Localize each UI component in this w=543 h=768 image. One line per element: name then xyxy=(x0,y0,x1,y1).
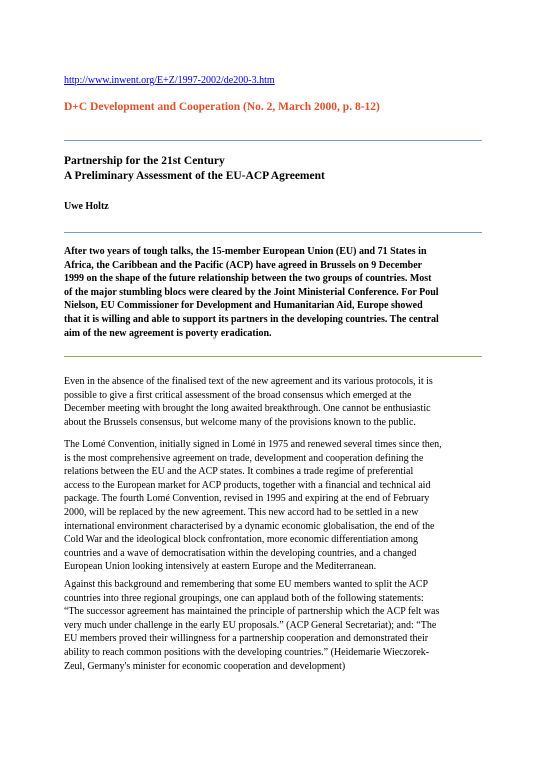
article-subtitle-line: A Preliminary Assessment of the EU-ACP Agreement xyxy=(64,170,325,182)
body-paragraph xyxy=(64,578,484,673)
paragraph-line: “The successor agreement has maintained the principle of partnership which the ACP felt was xyxy=(64,606,440,618)
paragraph-line: EU members proved their willingness for a partnership cooperation and demonstrated their xyxy=(64,633,429,645)
paragraph-line: Zeul, Germany's minister for economic cooperation and development) xyxy=(64,660,346,672)
paragraph-line: Cold War and the ideological block confrontation, more economic differentiation among xyxy=(64,534,418,546)
source-url-link[interactable]: http://www.inwent.org/E+Z/1997-2002/de200-3.htm xyxy=(64,75,275,86)
paragraph-line: relations between the EU and the ACP states. It combines a trade regime of preferential xyxy=(64,466,414,478)
paragraph-line: about the Brussels consensus, but welcome many of the provisions known to the public. xyxy=(64,416,416,428)
lead-line: After two years of tough talks, the 15-member European Union (EU) and 71 States in xyxy=(64,246,427,257)
article-title-line: Partnership for the 21st Century xyxy=(64,155,225,167)
paragraph-line: countries and a wave of democratisation within the developing countries, and a changed xyxy=(64,547,417,559)
paragraph-line: Even in the absence of the finalised text of the new agreement and its various protocols, it is xyxy=(64,376,433,387)
lead-line: Nielson, EU Commissioner for Development and Humanitarian Aid, Europe showed xyxy=(64,300,423,312)
paragraph-line: is the most comprehensive agreement on trade, development and cooperation defining the xyxy=(64,452,424,464)
paragraph-line: possible to give a first critical assessment of the broad consensus which emerged at the xyxy=(64,389,412,401)
body-paragraph xyxy=(64,375,484,429)
lead-line: of the major stumbling blocs were cleared by the Joint Ministerial Conference. For Poul xyxy=(64,286,439,298)
paragraph-line: The Lomé Convention, initially signed in Lomé in 1975 and renewed several times since then, xyxy=(64,439,442,450)
paragraph-line: very much under challenge in the early EU proposals.” (ACP General Secretariat); and: “The xyxy=(64,619,437,631)
lead-line: aim of the new agreement is poverty eradication. xyxy=(64,327,272,339)
paragraph-line: 2000, will be replaced by the new agreement. This new accord had to be settled in a new xyxy=(64,506,419,518)
divider-top xyxy=(64,140,482,141)
article-title xyxy=(64,154,325,184)
paragraph-line: access to the European market for ACP products, together with a financial and technical aid xyxy=(64,479,431,491)
divider-bottom xyxy=(64,356,482,357)
paragraph-line: countries into three regional groupings, one can applaud both of the following statements: xyxy=(64,592,424,604)
paragraph-line: package. The fourth Lomé Convention, revised in 1995 and expiring at the end of February xyxy=(64,493,430,505)
body-paragraph xyxy=(64,438,484,574)
article-author: Uwe Holtz xyxy=(64,201,109,212)
article-lead xyxy=(64,245,484,340)
lead-line: Africa, the Caribbean and the Pacific (ACP) have agreed in Brussels on 9 December xyxy=(64,259,423,271)
paragraph-line: ability to reach common positions with the developing countries.” (Heidemarie Wieczorek- xyxy=(64,646,430,658)
paragraph-line: international environment characterised by a dynamic economic globalisation, the end of the xyxy=(64,520,435,532)
paragraph-line: Against this background and remembering that some EU members wanted to split the ACP xyxy=(64,579,429,590)
publication-source: D+C Development and Cooperation (No. 2, March 2000, p. 8-12) xyxy=(64,101,380,113)
lead-line: 1999 on the shape of the future relationship between the two groups of countries. Most xyxy=(64,273,432,285)
paragraph-line: December meeting with brought the long awaited breakthrough. One cannot be enthusiastic xyxy=(64,403,431,415)
divider-middle xyxy=(64,232,482,233)
paragraph-line: European Union looking intensively at eastern Europe and the Mediterranean. xyxy=(64,561,377,573)
lead-line: that it is willing and able to support its partners in the developing countries. The central xyxy=(64,313,439,325)
